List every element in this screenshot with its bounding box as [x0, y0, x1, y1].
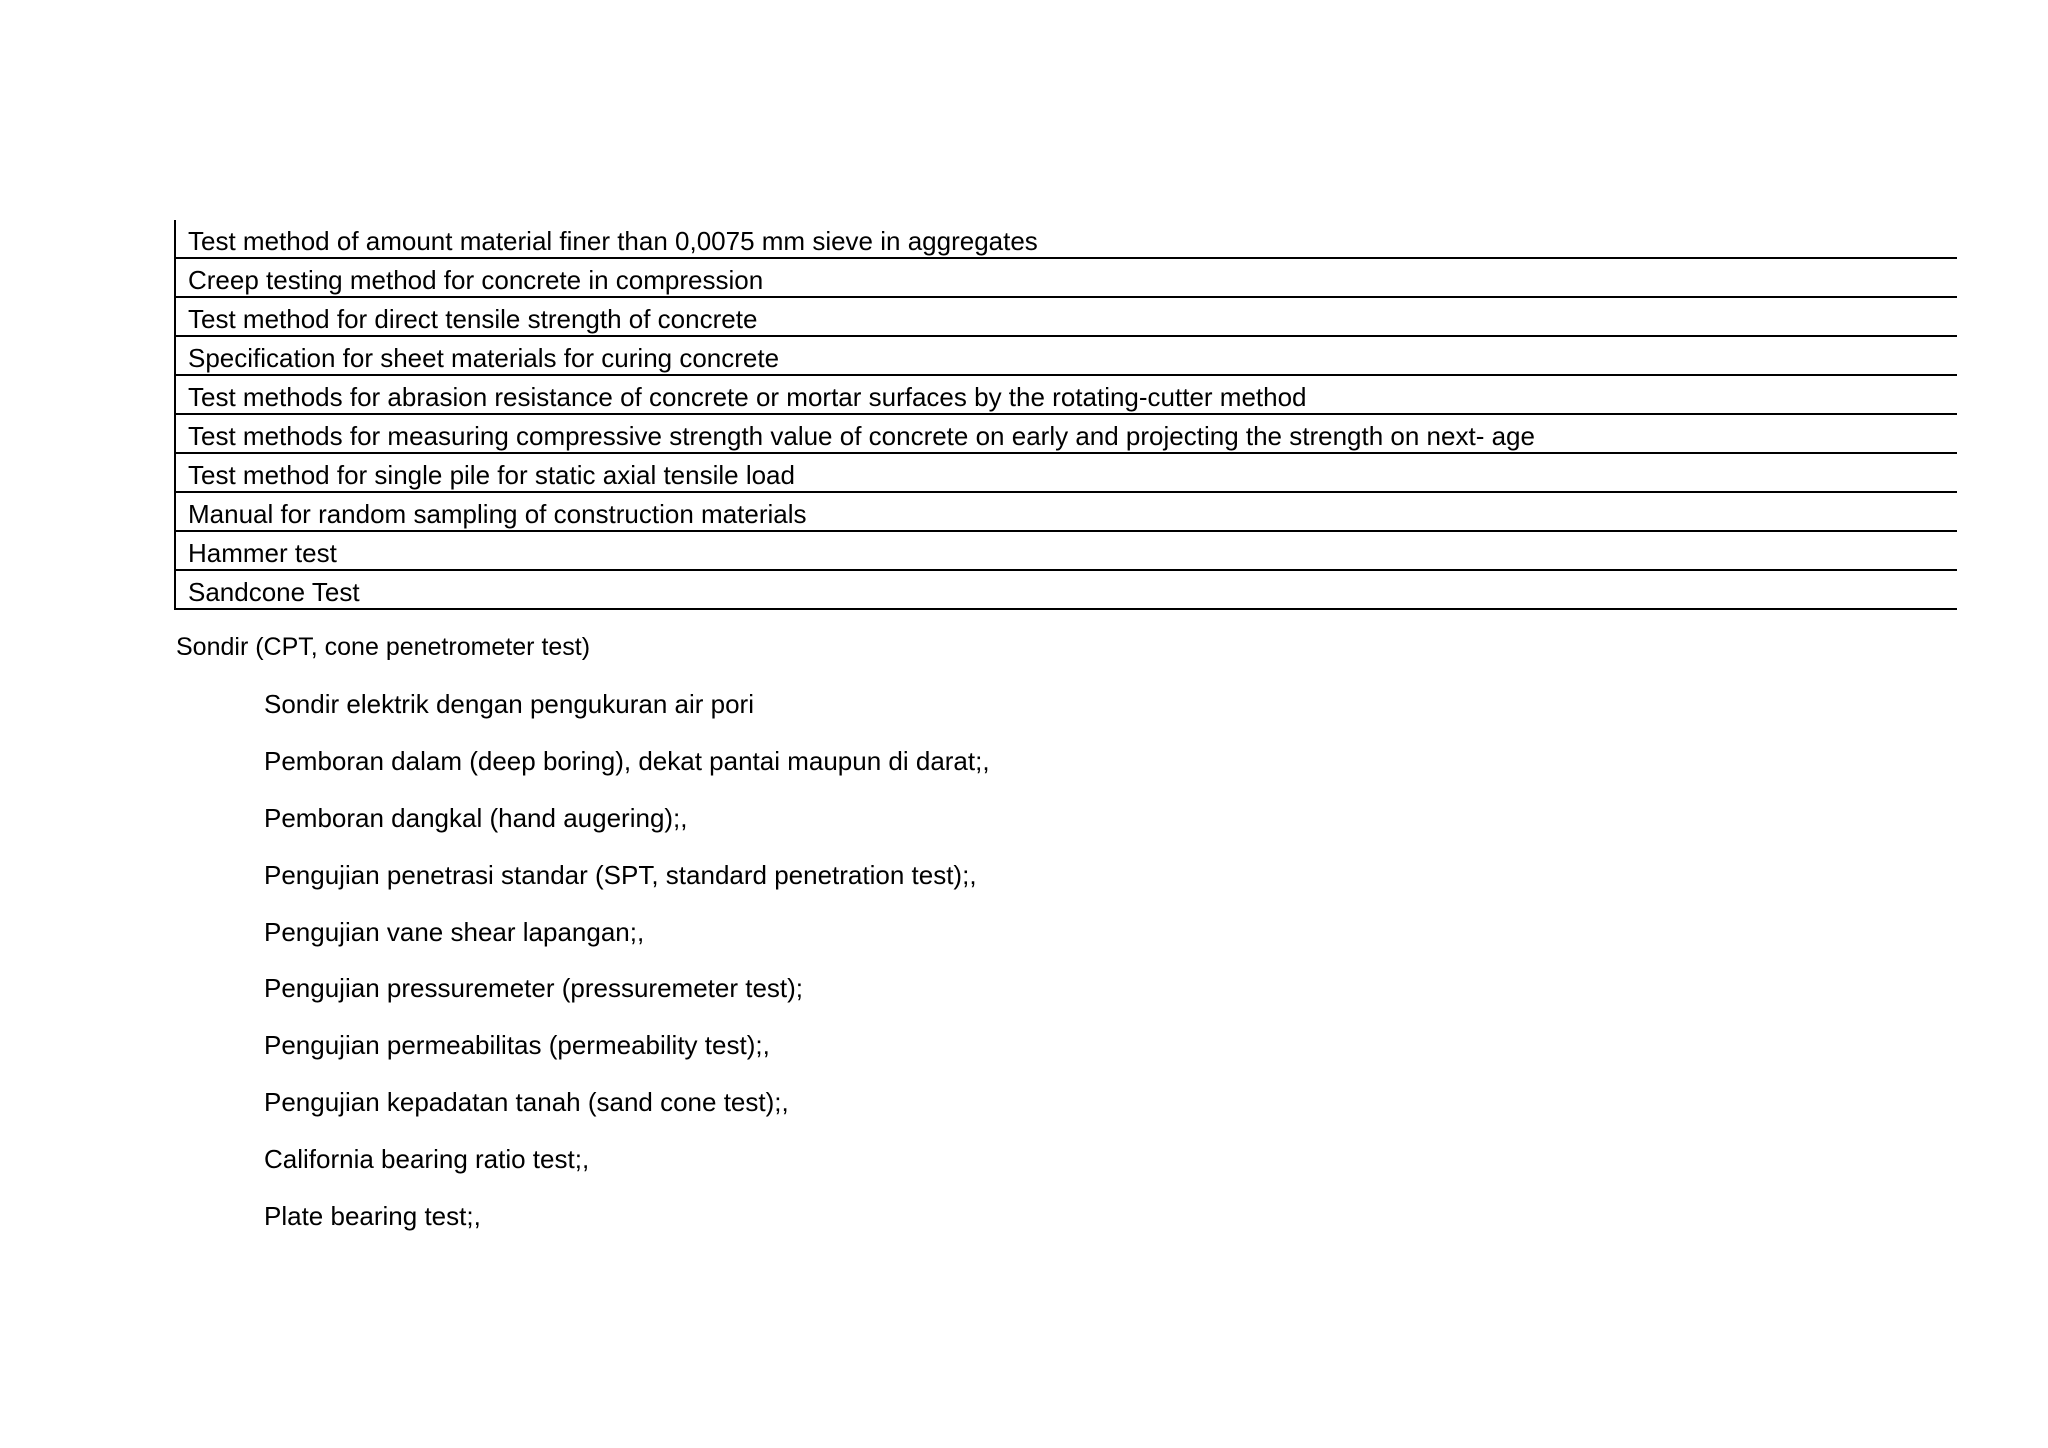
table-cell: Test method for direct tensile strength of concrete [188, 304, 758, 334]
field-test-list [264, 689, 990, 1258]
table-cell: Specification for sheet materials for curing concrete [188, 343, 780, 373]
list-item: Pengujian vane shear lapangan;, [264, 916, 645, 947]
list-item: Pengujian pressuremeter (pressuremeter test); [264, 973, 804, 1004]
table-row [176, 454, 1957, 493]
table-row [176, 298, 1957, 337]
table-cell: Sandcone Test [188, 577, 360, 607]
table-cell: Test method of amount material finer than 0,0075 mm sieve in aggregates [188, 226, 1038, 256]
table-cell: Manual for random sampling of construction materials [188, 499, 807, 529]
table-row [176, 376, 1957, 415]
list-item: California bearing ratio test;, [264, 1144, 590, 1175]
table-row [176, 415, 1957, 454]
table-cell: Test methods for measuring compressive strength value of concrete on early and projecting the strength on next- age [188, 421, 1535, 451]
table-cell: Hammer test [188, 538, 337, 568]
table-cell: Test method for single pile for static axial tensile load [188, 460, 795, 490]
section-heading: Sondir (CPT, cone penetrometer test) [176, 633, 591, 661]
table-row [176, 571, 1957, 610]
list-item: Pengujian kepadatan tanah (sand cone test);, [264, 1087, 789, 1118]
table-row [176, 532, 1957, 571]
table-row [176, 493, 1957, 532]
list-item: Pemboran dangkal (hand augering);, [264, 802, 688, 833]
table-row [176, 337, 1957, 376]
table-row [176, 220, 1957, 259]
lab-test-table [174, 220, 1957, 610]
list-item: Pengujian permeabilitas (permeability test);, [264, 1030, 770, 1061]
list-item: Plate bearing test;, [264, 1201, 481, 1232]
list-item: Pemboran dalam (deep boring), dekat pantai maupun di darat;, [264, 745, 990, 776]
list-item: Pengujian penetrasi standar (SPT, standard penetration test);, [264, 859, 977, 890]
table-row [176, 259, 1957, 298]
list-item: Sondir elektrik dengan pengukuran air pori [264, 689, 754, 719]
table-cell: Creep testing method for concrete in compression [188, 265, 764, 295]
table-cell: Test methods for abrasion resistance of concrete or mortar surfaces by the rotating-cutter method [188, 382, 1307, 412]
